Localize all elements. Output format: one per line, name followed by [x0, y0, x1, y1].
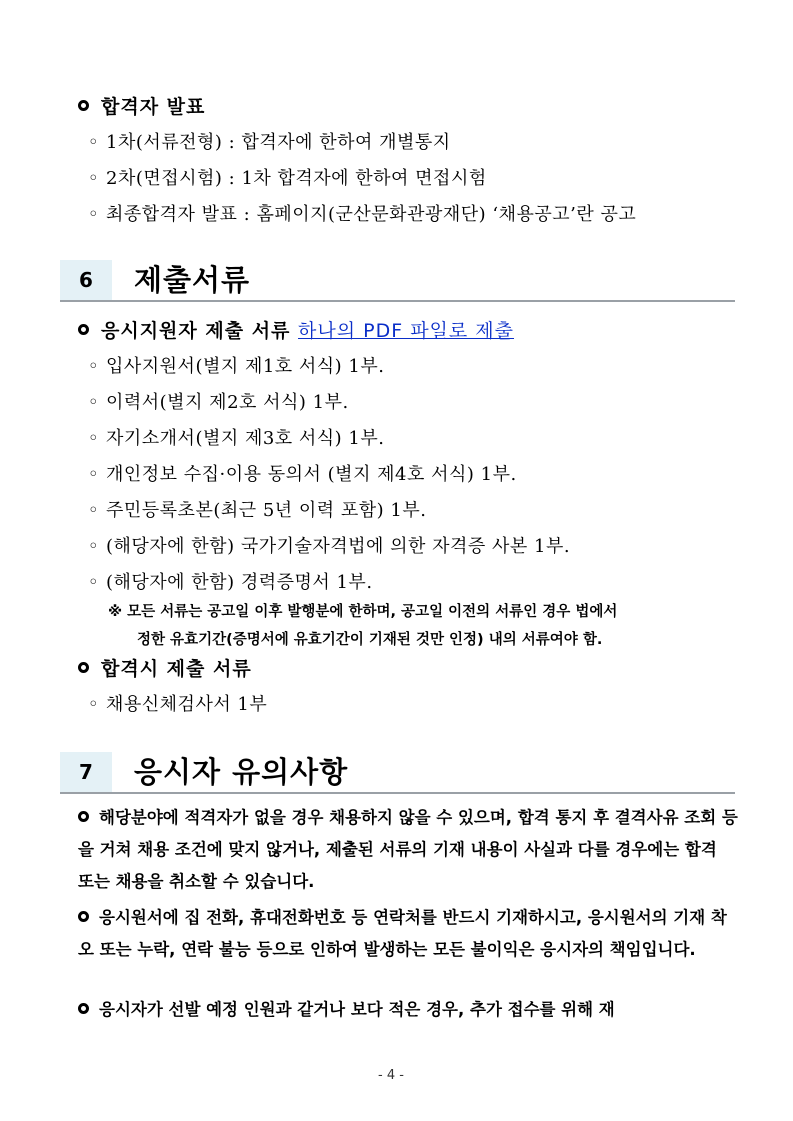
- announce-item: ◦ 최종합격자 발표 : 홈페이지(군산문화관광재단) ‘채용공고’란 공고: [88, 204, 637, 225]
- pass-document-item: ◦ 채용신체검사서 1부: [88, 694, 268, 715]
- documents-note-line: 정한 유효기간(증명서에 유효기간이 기재된 것만 인정) 내의 서류여야 함.: [137, 632, 603, 648]
- section-number: 6: [60, 260, 112, 300]
- pass-documents-heading: 합격시 제출 서류: [78, 654, 252, 681]
- section-title: 제출서류: [134, 263, 251, 297]
- pdf-submission-link[interactable]: 하나의 PDF 파일로 제출: [298, 320, 514, 342]
- documents-heading: 응시지원자 제출 서류 하나의 PDF 파일로 제출: [78, 316, 514, 343]
- section-divider: [60, 300, 735, 302]
- notice-paragraph: 응시자가 선발 예정 인원과 같거나 보다 적은 경우, 추가 접수를 위해 재: [78, 994, 738, 1026]
- document-item: ◦ 주민등록초본(최근 5년 이력 포함) 1부.: [88, 500, 427, 521]
- page-number: - 4 -: [378, 1068, 404, 1083]
- notice-paragraph: 해당분야에 적격자가 없을 경우 채용하지 않을 수 있으며, 합격 통지 후 결격사유 조회 등을 거쳐 채용 조건에 맞지 않거나, 제출된 서류의 기재 내용이 사실과 다를 경우에는 합격 또는 채용을 취소할 수 있습니다.: [78, 808, 738, 891]
- circle-bullet-icon: [78, 662, 89, 673]
- announce-item: ◦ 1차(서류전형) : 합격자에 한하여 개별통지: [88, 132, 451, 153]
- circle-bullet-icon: [78, 911, 89, 922]
- documents-note-line: ※ 모든 서류는 공고일 이후 발행분에 한하며, 공고일 이전의 서류인 경우 법에서: [108, 604, 618, 620]
- small-circle-bullet-icon: ◦: [88, 356, 100, 377]
- section-divider: [60, 792, 735, 794]
- small-circle-bullet-icon: ◦: [88, 204, 100, 225]
- section-6-header: [60, 260, 735, 300]
- small-circle-bullet-icon: ◦: [88, 572, 100, 593]
- circle-bullet-icon: [78, 811, 89, 822]
- announce-heading: [78, 92, 205, 119]
- circle-bullet-icon: [78, 100, 89, 111]
- document-item: ◦ (해당자에 한함) 경력증명서 1부.: [88, 572, 373, 593]
- document-item: ◦ (해당자에 한함) 국가기술자격법에 의한 자격증 사본 1부.: [88, 536, 571, 557]
- document-item: ◦ 이력서(별지 제2호 서식) 1부.: [88, 392, 349, 413]
- small-circle-bullet-icon: ◦: [88, 464, 100, 485]
- small-circle-bullet-icon: ◦: [88, 132, 100, 153]
- announce-heading-text: 합격자 발표: [101, 96, 206, 118]
- announce-item: ◦ 2차(면접시험) : 1차 합격자에 한하여 면접시험: [88, 168, 487, 189]
- small-circle-bullet-icon: ◦: [88, 392, 100, 413]
- small-circle-bullet-icon: ◦: [88, 694, 100, 715]
- notice-paragraph: 응시원서에 집 전화, 휴대전화번호 등 연락처를 반드시 기재하시고, 응시원서의 기재 착오 또는 누락, 연락 불능 등으로 인하여 발생하는 모든 불이익은 응시자의 책임입니다.: [78, 908, 727, 959]
- small-circle-bullet-icon: ◦: [88, 500, 100, 521]
- section-title: 응시자 유의사항: [134, 755, 349, 789]
- small-circle-bullet-icon: ◦: [88, 536, 100, 557]
- circle-bullet-icon: [78, 1003, 89, 1014]
- section-number: 7: [60, 752, 112, 792]
- small-circle-bullet-icon: ◦: [88, 168, 100, 189]
- document-item: ◦ 개인정보 수집·이용 동의서 (별지 제4호 서식) 1부.: [88, 464, 517, 485]
- document-item: ◦ 입사지원서(별지 제1호 서식) 1부.: [88, 356, 385, 377]
- small-circle-bullet-icon: ◦: [88, 428, 100, 449]
- document-item: ◦ 자기소개서(별지 제3호 서식) 1부.: [88, 428, 385, 449]
- section-7-header: [60, 752, 735, 792]
- circle-bullet-icon: [78, 324, 89, 335]
